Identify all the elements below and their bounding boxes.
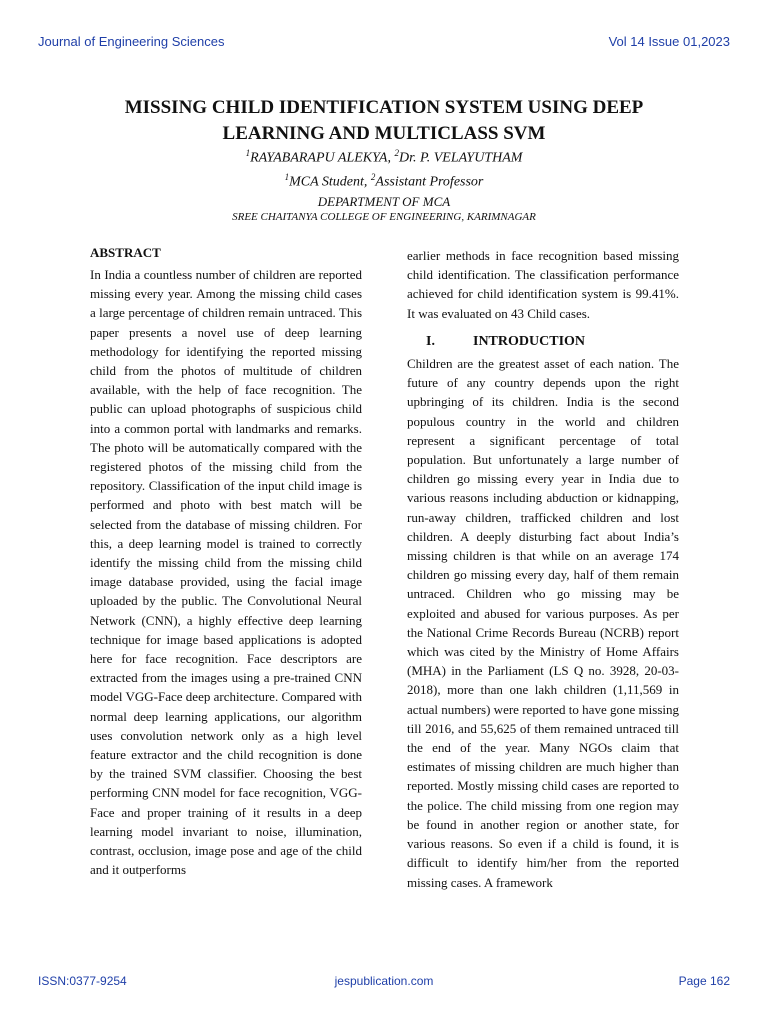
role1-sup: 1 [284, 172, 290, 182]
role1: MCA Student, [289, 174, 371, 190]
section-number: I. [426, 333, 435, 349]
author1-sup: 1 [245, 148, 251, 158]
abstract-text: In India a countless number of children are reported missing every year. Among the missing child cases a large percentage of children remain untraced. This paper presents a novel use of deep learning methodology for identifying the reported missing child from the photos of multitude of children available, with the help of face recognition. The public can upload photographs of suspicious child into a common portal with landmarks and remarks. The photo will be automatically compared with the registered photos of the missing child from the repository. Classification of the input child image is performed and photo with best match will be selected from the database of missing children. For this, a deep learning model is trained to correctly identify the missing child from the missing child image database provided, using the facial image uploaded by the public. The Convolutional Neural Network (CNN), a highly effective deep learning technique for image based applications is adopted here for face recognition. Face descriptors are extracted from the images using a pre-trained CNN model VGG-Face deep architecture. Compared with normal deep learning applications, our algorithm uses convolution network only as a high level feature extractor and the child recognition is done by the trained SVM classifier. Choosing the best performing CNN model for face recognition, VGG-Face and proper training of it results in a deep learning model invariant to noise, illumination, contrast, occlusion, image pose and age of the child and it outperforms [90, 267, 362, 878]
author1-name: RAYABARAPU ALEKYA, [250, 150, 395, 166]
abstract-continuation: earlier methods in face recognition based missing child identification. The classification performance achieved for child identification system is 99.41%. It was evaluated on 43 Child cases. [407, 248, 679, 321]
volume-issue: Vol 14 Issue 01,2023 [608, 34, 730, 49]
section-title: INTRODUCTION [473, 333, 586, 349]
introduction-text: Children are the greatest asset of each nation. The future of any country depends upon the right upbringing of its children. India is the second populous country in the world and children represent a significant percentage of total population. But unfortunately a large number of children go missing every year in India due to various reasons including abduction or kidnapping, run-away children, trafficked children and lost children. A deeply disturbing fact about India’s missing children is that while on an average 174 children go missing every day, half of them remain untraced. Children who go missing may be exploited and abused for various purposes. As per the National Crime Records Bureau (NCRB) report which was cited by the Ministry of Home Affairs (MHA) in the Parliament (LS Q no. 3928, 20-03- 2018), more than one lakh children (1,11,569 in actual numbers) were reported to have gone missing till 2016, and 55,625 of them remained untraced till the end of the year. Many NGOs claim that estimates of missing children are much higher than reported. Mostly missing child cases are reported to the police. The child missing from one region may be found in another region or another state, for various reasons. So even if a child is found, it is difficult to identify him/her from the reported missing cases. A framework [407, 356, 679, 890]
college: SREE CHAITANYA COLLEGE OF ENGINEERING, KARIMNAGAR [232, 211, 536, 223]
introduction-heading [426, 332, 679, 351]
page-number: Page 162 [678, 974, 730, 988]
author-line [0, 148, 768, 167]
author2-name: Dr. P. VELAYUTHAM [398, 150, 523, 166]
journal-name: Journal of Engineering Sciences [38, 34, 225, 49]
department: DEPARTMENT OF MCA [317, 194, 451, 209]
left-column [90, 265, 362, 880]
author2-sup: 2 [394, 148, 399, 158]
issn: ISSN:0377-9254 [38, 974, 127, 988]
website: jespublication.com [334, 974, 434, 988]
abstract-heading: ABSTRACT [90, 245, 161, 260]
title-line-1: MISSING CHILD IDENTIFICATION SYSTEM USING DEEP [124, 97, 644, 118]
right-column [407, 246, 679, 892]
paper-title [0, 95, 768, 147]
title-line-2: LEARNING AND MULTICLASS SVM [222, 123, 546, 144]
role-line [0, 172, 768, 191]
role2: Assistant Professor [375, 174, 484, 190]
role2-sup: 2 [370, 172, 376, 182]
